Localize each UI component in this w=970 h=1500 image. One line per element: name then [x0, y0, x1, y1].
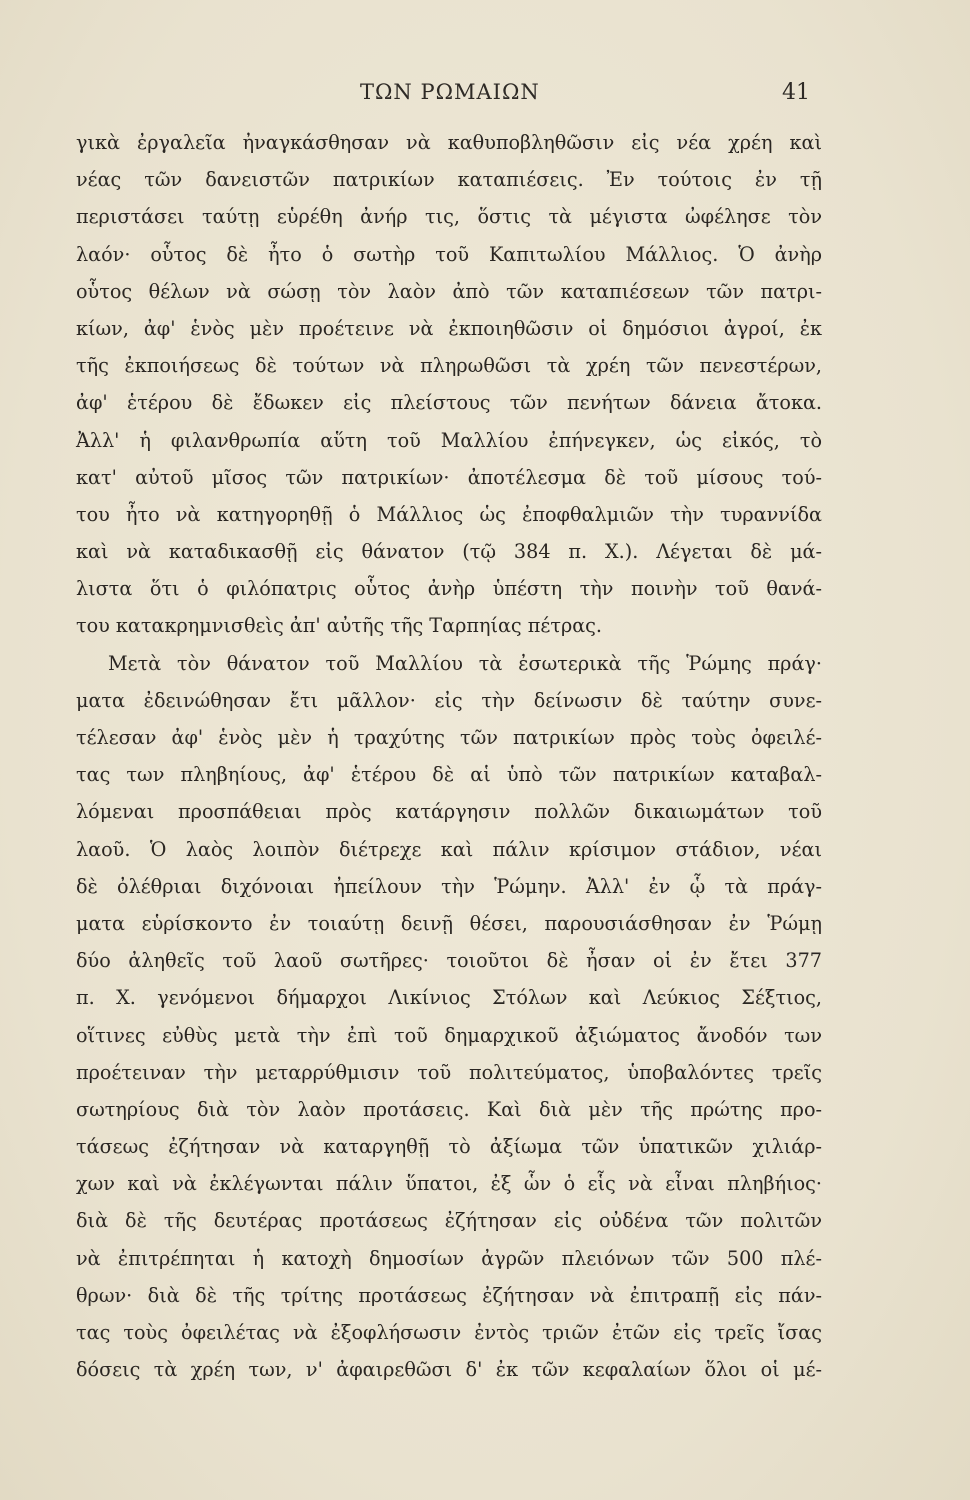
text-line: δύο ἀληθεῖς τοῦ λαοῦ σωτῆρες· τοιοῦτοι δὲ ἦσαν οἱ ἐν ἔτει 377	[76, 949, 822, 973]
body-text	[76, 124, 822, 1388]
text-line: ματα ἐδεινώθησαν ἔτι μᾶλλον· εἰς τὴν δείνωσιν δὲ ταύτην συνε-	[76, 688, 822, 712]
text-line: τέλεσαν ἀφ' ἑνὸς μὲν ἡ τραχύτης τῶν πατρικίων πρὸς τοὺς ὀφειλέ-	[76, 726, 822, 749]
text-line: λόμεναι προσπάθειαι πρὸς κατάργησιν πολλῶν δικαιωμάτων τοῦ	[76, 800, 822, 824]
text-line: τας τοὺς ὀφειλέτας νὰ ἐξοφλήσωσιν ἐντὸς τριῶν ἐτῶν εἰς τρεῖς ἴσας	[76, 1321, 822, 1344]
text-line: νέας τῶν δανειστῶν πατρικίων καταπιέσεις. Ἐν τούτοις ἐν τῇ	[76, 168, 822, 192]
running-head: ΤΩΝ ΡΩΜΑΙΩΝ	[360, 80, 540, 104]
text-line: τας των πληβηίους, ἀφ' ἑτέρου δὲ αἱ ὑπὸ τῶν πατρικίων καταβαλ-	[76, 763, 822, 787]
text-line: θρων· διὰ δὲ τῆς τρίτης προτάσεως ἐζήτησαν νὰ ἐπιτραπῇ εἰς πάν-	[76, 1283, 822, 1307]
text-line: του κατακρημνισθεὶς ἀπ' αὐτῆς τῆς Ταρπηίας πέτρας.	[76, 614, 603, 638]
text-line: προέτειναν τὴν μεταρρύθμισιν τοῦ πολιτεύματος, ὑποβαλόντες τρεῖς	[76, 1060, 822, 1084]
text-line: διὰ δὲ τῆς δευτέρας προτάσεως ἐζήτησαν εἰς οὐδένα τῶν πολιτῶν	[76, 1209, 822, 1233]
text-line: Μετὰ τὸν θάνατον τοῦ Μαλλίου τὰ ἐσωτερικὰ τῆς Ῥώμης πράγ·	[108, 651, 822, 675]
text-line: νὰ ἐπιτρέπηται ἡ κατοχὴ δημοσίων ἀγρῶν πλειόνων τῶν 500 πλέ-	[76, 1246, 822, 1270]
text-line: καὶ νὰ καταδικασθῇ εἰς θάνατον (τῷ 384 π. Χ.). Λέγεται δὲ μά-	[76, 540, 822, 564]
text-line: ἀφ' ἑτέρου δὲ ἔδωκεν εἰς πλείστους τῶν πενήτων δάνεια ἄτοκα.	[76, 391, 822, 415]
text-line: οἵτινες εὐθὺς μετὰ τὴν ἐπὶ τοῦ δημαρχικοῦ ἀξιώματος ἄνοδόν των	[76, 1023, 822, 1047]
text-line: τῆς ἐκποιήσεως δὲ τούτων νὰ πληρωθῶσι τὰ χρέη τῶν πενεστέρων,	[76, 354, 822, 378]
text-line: κίων, ἀφ' ἑνὸς μὲν προέτεινε νὰ ἐκποιηθῶσιν οἱ δημόσιοι ἀγροί, ἐκ	[76, 316, 822, 340]
text-line: δὲ ὀλέθριαι διχόνοιαι ἠπείλουν τὴν Ῥώμην. Ἀλλ' ἐν ᾧ τὰ πράγ-	[76, 874, 822, 898]
text-line: περιστάσει ταύτῃ εὑρέθη ἀνήρ τις, ὅστις τὰ μέγιστα ὠφέλησε τὸν	[76, 205, 822, 229]
text-line: κατ' αὐτοῦ μῖσος τῶν πατρικίων· ἀποτέλεσμα δὲ τοῦ μίσους τού-	[76, 465, 822, 489]
text-line: γικὰ ἐργαλεῖα ἠναγκάσθησαν νὰ καθυποβληθῶσιν εἰς νέα χρέη καὶ	[76, 131, 822, 154]
text-line: π. Χ. γενόμενοι δήμαρχοι Λικίνιος Στόλων καὶ Λεύκιος Σέξτιος,	[76, 986, 822, 1010]
text-line: δόσεις τὰ χρέη των, ν' ἀφαιρεθῶσι δ' ἐκ τῶν κεφαλαίων ὅλοι οἱ μέ-	[76, 1358, 822, 1382]
text-line: λιστα ὅτι ὁ φιλόπατρις οὗτος ἀνὴρ ὑπέστη τὴν ποινὴν τοῦ θανά-	[76, 577, 822, 601]
text-line: χων καὶ νὰ ἐκλέγωνται πάλιν ὕπατοι, ἐξ ὧν ὁ εἷς νὰ εἶναι πληβήιος·	[76, 1172, 822, 1196]
text-line: τάσεως ἐζήτησαν νὰ καταργηθῇ τὸ ἀξίωμα τῶν ὑπατικῶν χιλιάρ-	[76, 1135, 822, 1159]
text-line: ματα εὑρίσκοντο ἐν τοιαύτῃ δεινῇ θέσει, παρουσιάσθησαν ἐν Ῥώμῃ	[76, 911, 822, 935]
text-line: οὗτος θέλων νὰ σώσῃ τὸν λαὸν ἀπὸ τῶν καταπιέσεων τῶν πατρι-	[76, 279, 822, 303]
text-line: σωτηρίους διὰ τὸν λαὸν προτάσεις. Καὶ διὰ μὲν τῆς πρώτης προ-	[76, 1097, 822, 1121]
text-line: λαόν· οὗτος δὲ ἦτο ὁ σωτὴρ τοῦ Καπιτωλίου Μάλλιος. Ὁ ἀνὴρ	[76, 242, 822, 266]
page-number: 41	[782, 80, 810, 105]
text-line: του ἦτο νὰ κατηγορηθῇ ὁ Μάλλιος ὡς ἐποφθαλμιῶν τὴν τυραννίδα	[76, 502, 822, 526]
text-line: Ἀλλ' ἡ φιλανθρωπία αὕτη τοῦ Μαλλίου ἐπήνεγκεν, ὡς εἰκός, τὸ	[76, 428, 822, 452]
text-line: λαοῦ. Ὁ λαὸς λοιπὸν διέτρεχε καὶ πάλιν κρίσιμον στάδιον, νέαι	[76, 837, 822, 861]
